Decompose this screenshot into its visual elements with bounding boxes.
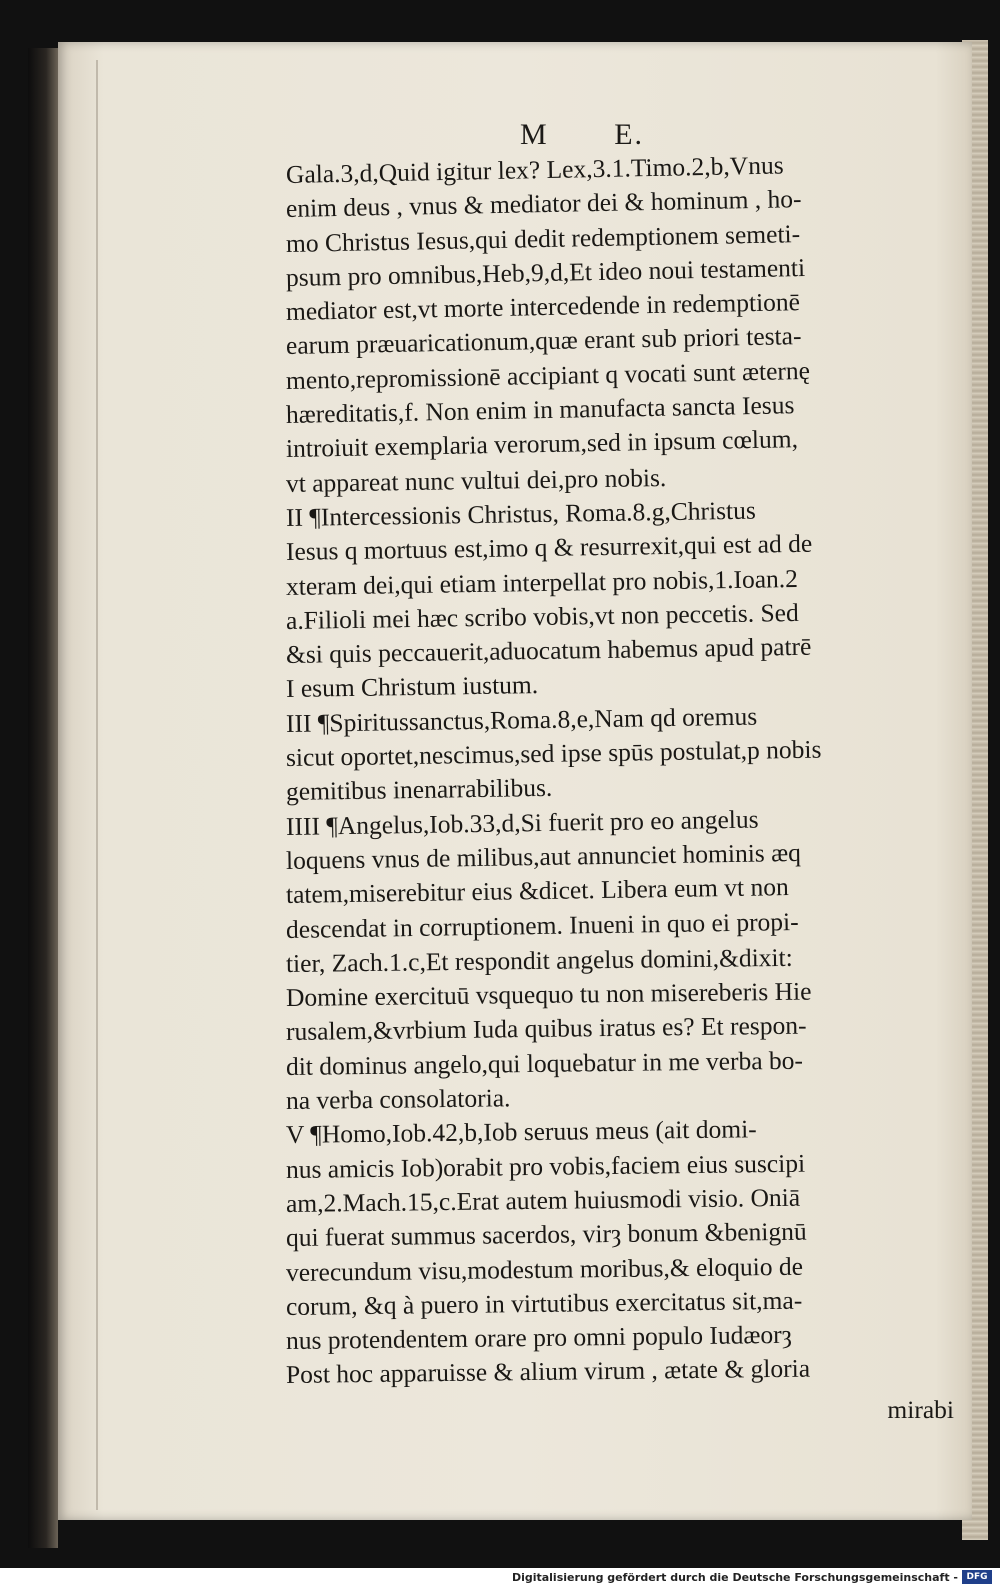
book-binding-edge <box>28 48 58 1548</box>
header-right: E. <box>614 118 645 151</box>
text-line: Post hoc apparuisse & alium virum , ætate & gloria <box>285 1353 811 1390</box>
text-line: xteram dei,qui etiam interpellat pro nobis,1.Ioan.2 <box>285 563 799 601</box>
text-line: &si quis peccauerit,aduocatum habemus apud patrē <box>285 631 812 670</box>
text-line: Gala.3,d,Quid igitur lex? Lex,3.1.Timo.2,b,Vnus <box>285 150 784 189</box>
running-header <box>520 118 644 152</box>
header-left: M <box>520 118 549 151</box>
catchword: mirabi <box>887 1394 954 1424</box>
text-line: I esum Christum iustum. <box>285 670 539 704</box>
text-line: II ¶Intercessionis Christus, Roma.8.g,Christus <box>285 495 756 532</box>
text-line: mo Christus Iesus,qui dedit redemptionem semeti- <box>285 218 801 258</box>
text-line: earum præuaricationum,quæ erant sub priori testa- <box>285 321 802 361</box>
text-line: qui fuerat summus sacerdos, virȝ bonum &benignū <box>285 1216 807 1253</box>
text-line: mento,repromissionē accipiant q vocati sunt æternę <box>285 355 811 395</box>
text-line: nus protendentem orare pro omni populo Iudæorȝ <box>285 1319 792 1356</box>
text-line: am,2.Mach.15,c.Erat autem huiusmodi visio. Oniā <box>285 1182 801 1218</box>
dfg-logo: DFG <box>962 1570 992 1584</box>
text-line: III ¶Spiritussanctus,Roma.8,e,Nam qd oremus <box>285 701 758 738</box>
text-line: Iesus q mortuus est,imo q & resurrexit,qui est ad de <box>285 529 813 567</box>
footer-bar <box>0 1568 1000 1588</box>
text-line: corum, &q à puero in virtutibus exercitatus sit,ma- <box>285 1285 803 1321</box>
text-line: loquens vnus de milibus,aut annunciet hominis æq <box>285 837 802 875</box>
text-line: mediator est,vt morte intercedende in redemptionē <box>285 287 801 327</box>
text-line: na verba consolatoria. <box>285 1083 511 1116</box>
text-line: psum pro omnibus,Heb,9,d,Et ideo noui testamenti <box>285 252 806 292</box>
text-line: introiuit exemplaria verorum,sed in ipsum cœlum, <box>285 424 799 464</box>
text-line: IIII ¶Angelus,Iob.33,d,Si fuerit pro eo angelus <box>285 804 759 841</box>
text-line: Domine exercituū vsquequo tu non misereberis Hie <box>285 976 812 1013</box>
text-line: hæreditatis,f. Non enim in manufacta sancta Iesus <box>285 390 795 430</box>
text-line: gemitibus inenarrabilibus. <box>285 773 553 807</box>
text-line: V ¶Homo,Iob.42,b,Iob seruus meus (ait domi- <box>285 1114 757 1150</box>
text-line: nus amicis Iob)orabit pro vobis,faciem eius suscipi <box>285 1148 806 1184</box>
funding-notice: Digitalisierung gefördert durch die Deutsche Forschungsgemeinschaft - <box>511 1571 958 1584</box>
page-body-text <box>285 150 962 1427</box>
text-line: descendat in corruptionem. Inueni in quo ei propi- <box>285 906 799 944</box>
text-line: sicut oportet,nescimus,sed ipse spūs postulat,p nobis <box>285 734 822 773</box>
text-line: dit dominus angelo,qui loquebatur in me verba bo- <box>285 1045 804 1081</box>
text-line: tier, Zach.1.c,Et respondit angelus domini,&dixit: <box>285 942 793 978</box>
text-line: enim deus , vnus & mediator dei & hominum , ho- <box>285 184 802 224</box>
text-line: vt appareat nunc vultui dei,pro nobis. <box>285 462 667 498</box>
text-line: rusalem,&vrbium Iuda quibus iratus es? Et respon- <box>285 1011 807 1047</box>
text-line: verecundum visu,modestum moribus,& eloquio de <box>285 1251 804 1287</box>
text-line: tatem,miserebitur eius &dicet. Libera eum vt non <box>285 872 789 910</box>
text-line: a.Filioli mei hæc scribo vobis,vt non peccetis. Sed <box>285 597 799 635</box>
page-fold <box>96 60 98 1510</box>
